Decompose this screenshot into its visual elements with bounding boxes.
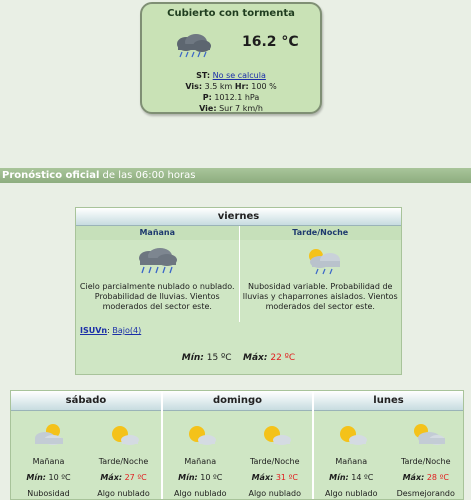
p-label: P:	[202, 93, 212, 102]
day-night-label: Tarde/Noche	[249, 457, 300, 466]
day-morning	[163, 411, 238, 500]
today-night	[239, 226, 402, 322]
day-max-value: 27 ºC	[124, 473, 147, 482]
current-conditions-panel	[140, 2, 322, 114]
today-day-name: viernes	[76, 208, 401, 226]
isuv-link[interactable]: ISUVn	[80, 326, 108, 335]
day-min-label: Mín:	[26, 473, 46, 482]
day-max-label: Máx:	[100, 473, 123, 482]
today-max-label: Máx:	[243, 353, 268, 363]
day-card	[161, 391, 312, 499]
day-max-value: 28 ºC	[426, 473, 449, 482]
day-min-value: 10 ºC	[200, 473, 223, 482]
day-max-label: Máx:	[402, 473, 425, 482]
today-morning-description: Cielo parcialmente nublado o nublado. Probabilidad de lluvias. Vientos moderados del sector este.	[79, 282, 235, 311]
today-max-value: 22 ºC	[270, 353, 296, 363]
vie-label: Vie:	[199, 104, 217, 113]
section-title: Pronóstico oficial	[2, 170, 100, 181]
isuv-level-link[interactable]: Bajo(4)	[112, 326, 142, 335]
vis-label: Vis:	[185, 82, 203, 91]
isuv-row: ISUVn: Bajo(4)	[80, 326, 142, 335]
day-min-label: Mín:	[329, 473, 349, 482]
day-night-text: Algo nublado	[97, 489, 150, 498]
today-night-description: Nubosidad variable. Probabilidad de lluvias y chaparrones aislados. Vientos moderados del sector este.	[242, 282, 398, 311]
day-morning-label: Mañana	[32, 457, 65, 466]
vie-value: Sur 7 km/h	[219, 104, 263, 113]
day-night-label: Tarde/Noche	[98, 457, 149, 466]
today-morning	[76, 226, 239, 322]
day-name: lunes	[314, 391, 463, 411]
day-morning-label: Mañana	[184, 457, 217, 466]
current-temperature: 16.2 °C	[242, 34, 299, 50]
p-value: 1012.1 hPa	[214, 93, 260, 102]
day-morning	[11, 411, 86, 500]
day-name: sábado	[11, 391, 161, 411]
day-night	[238, 411, 313, 500]
sun-cloud-icon	[181, 421, 221, 449]
day-card	[312, 391, 463, 499]
day-night	[389, 411, 464, 500]
storm-cloud-icon	[172, 32, 214, 60]
day-night	[86, 411, 161, 500]
sun-cloud-icon	[256, 421, 296, 449]
today-forecast-card	[75, 207, 402, 375]
today-min-label: Mín:	[181, 353, 204, 363]
day-min-label: Mín:	[178, 473, 198, 482]
cloud-sun-icon	[29, 421, 69, 449]
day-max-value: 31 ºC	[275, 473, 298, 482]
day-card	[11, 391, 161, 499]
hr-label: Hr:	[234, 82, 249, 91]
day-morning-text: Nubosidad	[27, 489, 70, 498]
day-morning-text: Algo nublado	[324, 489, 378, 498]
day-night-text: Desmejorando	[396, 489, 455, 498]
current-details	[142, 70, 320, 114]
day-morning-text: Algo nublado	[173, 489, 227, 498]
today-min-max	[76, 353, 401, 363]
forecast-section-header	[0, 168, 471, 183]
sun-cloud-icon	[332, 421, 372, 449]
cloud-sun-rain-icon	[298, 246, 344, 276]
day-morning-label: Mañana	[335, 457, 368, 466]
section-subtitle: de las 06:00 horas	[99, 170, 196, 181]
today-min-value: 15 ºC	[206, 353, 232, 363]
day-min-value: 14 ºC	[351, 473, 374, 482]
today-morning-label: Mañana	[76, 226, 239, 240]
day-max-label: Máx:	[251, 473, 274, 482]
st-link[interactable]: No se calcula	[212, 71, 266, 80]
day-night-text: Algo nublado	[248, 489, 302, 498]
hr-value: 100 %	[251, 82, 277, 91]
rain-cloud-icon	[134, 246, 180, 276]
day-morning	[314, 411, 389, 500]
day-name: domingo	[163, 391, 312, 411]
st-label: ST:	[196, 71, 211, 80]
cloud-sun-icon	[407, 421, 447, 449]
day-night-label: Tarde/Noche	[400, 457, 451, 466]
extended-forecast	[10, 390, 464, 500]
vis-value: 3.5 km	[204, 82, 233, 91]
current-title: Cubierto con tormenta	[167, 8, 295, 19]
sun-cloud-icon	[104, 421, 144, 449]
day-min-value: 10 ºC	[48, 473, 71, 482]
today-night-label: Tarde/Noche	[240, 226, 402, 240]
